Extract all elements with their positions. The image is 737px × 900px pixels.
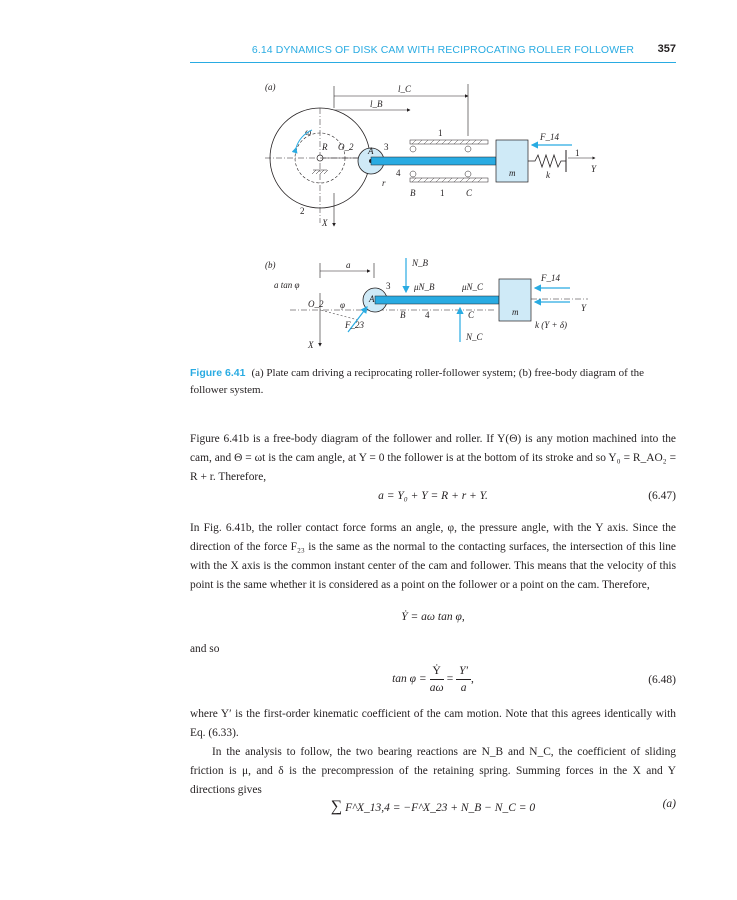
m-label-a: m [509,168,516,178]
link-1-top: 1 [438,128,443,138]
A-label-b: A [369,294,375,304]
equation-6-48 [190,663,676,703]
eq648-f1-bot: aω [429,682,444,694]
B-label-b: B [400,310,406,320]
equation-a [190,798,676,818]
figure-caption [190,365,676,399]
panel-a-label: (a) [265,82,276,92]
four-label-b: 4 [425,310,430,320]
eq648-f2-bot: a [460,682,467,694]
a-label: a [346,260,351,270]
eq648-eq: = [446,673,454,686]
eq648-f1-top: Ẏ [430,663,444,680]
r-label: r [382,178,386,188]
eq648-frac-1 [430,663,444,696]
X-axis-a: X [322,218,328,228]
link-4-a: 4 [396,168,401,178]
equation-6-47 [190,490,676,510]
cam-follower-diagram [250,78,610,358]
page-number: 357 [657,43,676,55]
F23-label: F_23 [345,320,364,330]
equation-6-47-expr: a = Y₀ + Y = R + r + Y. [378,490,488,502]
paragraph-5: In the analysis to follow, the two bearing reactions are N_B and N_C, the coefficient of sliding friction is μ, and δ is the precompression of the retaining spring. Summing forces in the X and Y directions gives [190,746,676,796]
follower-rod-b [375,296,499,304]
X-axis-b: X [308,340,314,350]
link-1-bottom: 1 [440,188,445,198]
follower-rod [371,157,496,165]
equation-a-expr: F^X_13,4 = −F^X_23 + N_B − N_C = 0 [345,802,536,814]
eq648-lhs: tan φ = [392,673,427,686]
F14-label-b: F_14 [541,273,560,283]
phi-label: φ [340,300,345,310]
F14-label-a: F_14 [540,132,559,142]
link-3-a: 3 [384,142,389,152]
spring [528,155,566,167]
link-2: 2 [300,206,305,216]
spring-1-label: 1 [575,148,580,158]
A-label-a: A [368,146,374,156]
C-label-b: C [468,310,475,320]
equation-ydot-expr: Ẏ = aω tan φ, [401,611,465,623]
equation-6-48-number: (6.48) [648,674,676,686]
R-label: R [322,142,328,152]
muNB-label: μN_B [414,282,435,292]
eq648-f2-top: Y′ [456,663,471,680]
caption-text: (a) Plate cam driving a reciprocating roller-follower system; (b) free-body diagram of the follower system. [190,367,645,396]
three-label-b: 3 [386,281,391,291]
dim-lc: l_C [398,84,412,94]
sum-symbol: ∑ [330,798,343,815]
caption-label: Figure 6.41 [190,367,246,379]
equation-ydot [190,611,676,631]
panel-b-label: (b) [265,260,276,270]
omega-label: ω [305,127,312,137]
muNC-label: μN_C [462,282,484,292]
paragraph-4: where Y′ is the first-order kinematic coefficient of the cam motion. Note that this agrees identically with Eq. (6.33). [190,708,676,739]
O2-label-b: O_2 [308,299,324,309]
m-label-b: m [512,307,519,317]
C-label-a: C [466,188,473,198]
B-label-a: B [410,188,416,198]
paragraph-2: In Fig. 6.41b, the roller contact force forms an angle, φ, the pressure angle, with the Y axis. Since the direction of the force F₂₃ is the same as the normal to the contacting surfaces, the intersection of this line with the X axis is the common instant center of the cam and follower. This means that the velocity of this point is the same whether it is considered as a point on the follower or a point on the cam. Therefore, [190,522,676,591]
equation-6-47-number: (6.47) [648,490,676,502]
section-title: 6.14 DYNAMICS OF DISK CAM WITH RECIPROCATING ROLLER FOLLOWER [251,44,634,56]
eq648-tail: , [471,673,474,686]
Y-axis-b: Y [581,303,587,313]
running-header [190,40,676,63]
eq648-frac-2 [456,663,471,696]
Y-axis-a: Y [591,164,597,174]
dim-lb: l_B [370,99,383,109]
O2-label-a: O_2 [338,142,354,152]
spring-force-label: k (Y + δ) [535,320,568,330]
paragraph-1: Figure 6.41b is a free-body diagram of the follower and roller. If Y(Θ) is any motion machined into the cam, and Θ = ωt is the cam angle, at Y = 0 the follower is at the bottom of its stroke and so Y₀ = R_AO₂ = R + r. Therefore, [190,433,676,483]
NB-label: N_B [412,258,429,268]
a-tan-phi: a tan φ [274,280,300,290]
k-label: k [546,170,550,180]
equation-a-number: (a) [662,798,676,810]
paragraph-3: and so [190,643,220,655]
NC-label: N_C [466,332,483,342]
figure-6-41 [250,78,610,358]
